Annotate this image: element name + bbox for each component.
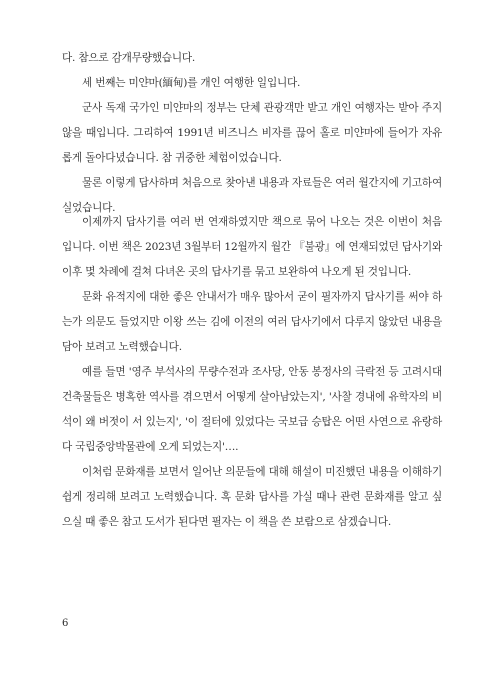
paragraph-continuation: 다. 참으로 감개무량했습니다.	[62, 52, 196, 64]
paragraph-myanmar-travel: 군사 독재 국가인 미얀마의 정부는 단체 관광객만 받고 개인 여행자는 받아 주지 않을 때입니다. 그리하여 1991년 비즈니스 비자를 끊어 홀로 미얀마에 들어가 자유롭게 돌아다녔습니다. 참 귀중한 체험이었습니다.	[62, 102, 442, 164]
paragraph-magazine-contributions: 물론 이렇게 답사하며 처음으로 찾아낸 내용과 자료들은 여러 월간지에 기고하여 실었습니다.	[62, 177, 442, 214]
paragraph-myanmar-intro: 세 번째는 미얀마(緬甸)를 개인 여행한 일입니다.	[82, 77, 301, 89]
text-section-bottom	[62, 210, 442, 535]
paragraph-guidebook-purpose: 문화 유적지에 대한 좋은 안내서가 매우 많아서 굳이 필자까지 답사기를 써야 하는가 의문도 들었지만 이왕 쓰는 김에 이전의 여러 답사기에서 다루지 않았던 내용을 담아 보려고 노력했습니다.	[62, 291, 442, 353]
text-section-top	[62, 46, 442, 221]
paragraph-closing: 이처럼 문화재를 보면서 일어난 의문들에 대해 해설이 미진했던 내용을 이해하기 쉽게 정리해 보려고 노력했습니다. 혹 문화 답사를 가실 때나 관련 문화재를 알고 싶으실 때 좋은 참고 도서가 된다면 필자는 이 책을 쓴 보람으로 삼겠습니다.	[62, 466, 442, 528]
paragraph-examples: 예를 들면 '영주 부석사의 무량수전과 조사당, 안동 봉정사의 극락전 등 고려시대 건축물들은 병혹한 역사를 겪으면서 어떻게 살아남았는지', '사찰 경내에 유학자의 비석이 왜 버젓이 서 있는지', '이 절터에 있었다는 국보급 승탑은 어떤 사연으로 유랑하다 국립중앙박물관에 오게 되었는지'….	[62, 366, 442, 453]
page-number: 6	[62, 618, 69, 629]
paragraph-first-book: 이제까지 답사기를 여러 번 연재하였지만 책으로 묶어 나오는 것은 이번이 처음입니다. 이번 책은 2023년 3월부터 12월까지 월간 『불광』에 연재되었던 답사기와 이후 몇 차례에 걸쳐 다녀온 곳의 답사기를 묶고 보완하여 나오게 된 것입니다.	[62, 216, 442, 278]
